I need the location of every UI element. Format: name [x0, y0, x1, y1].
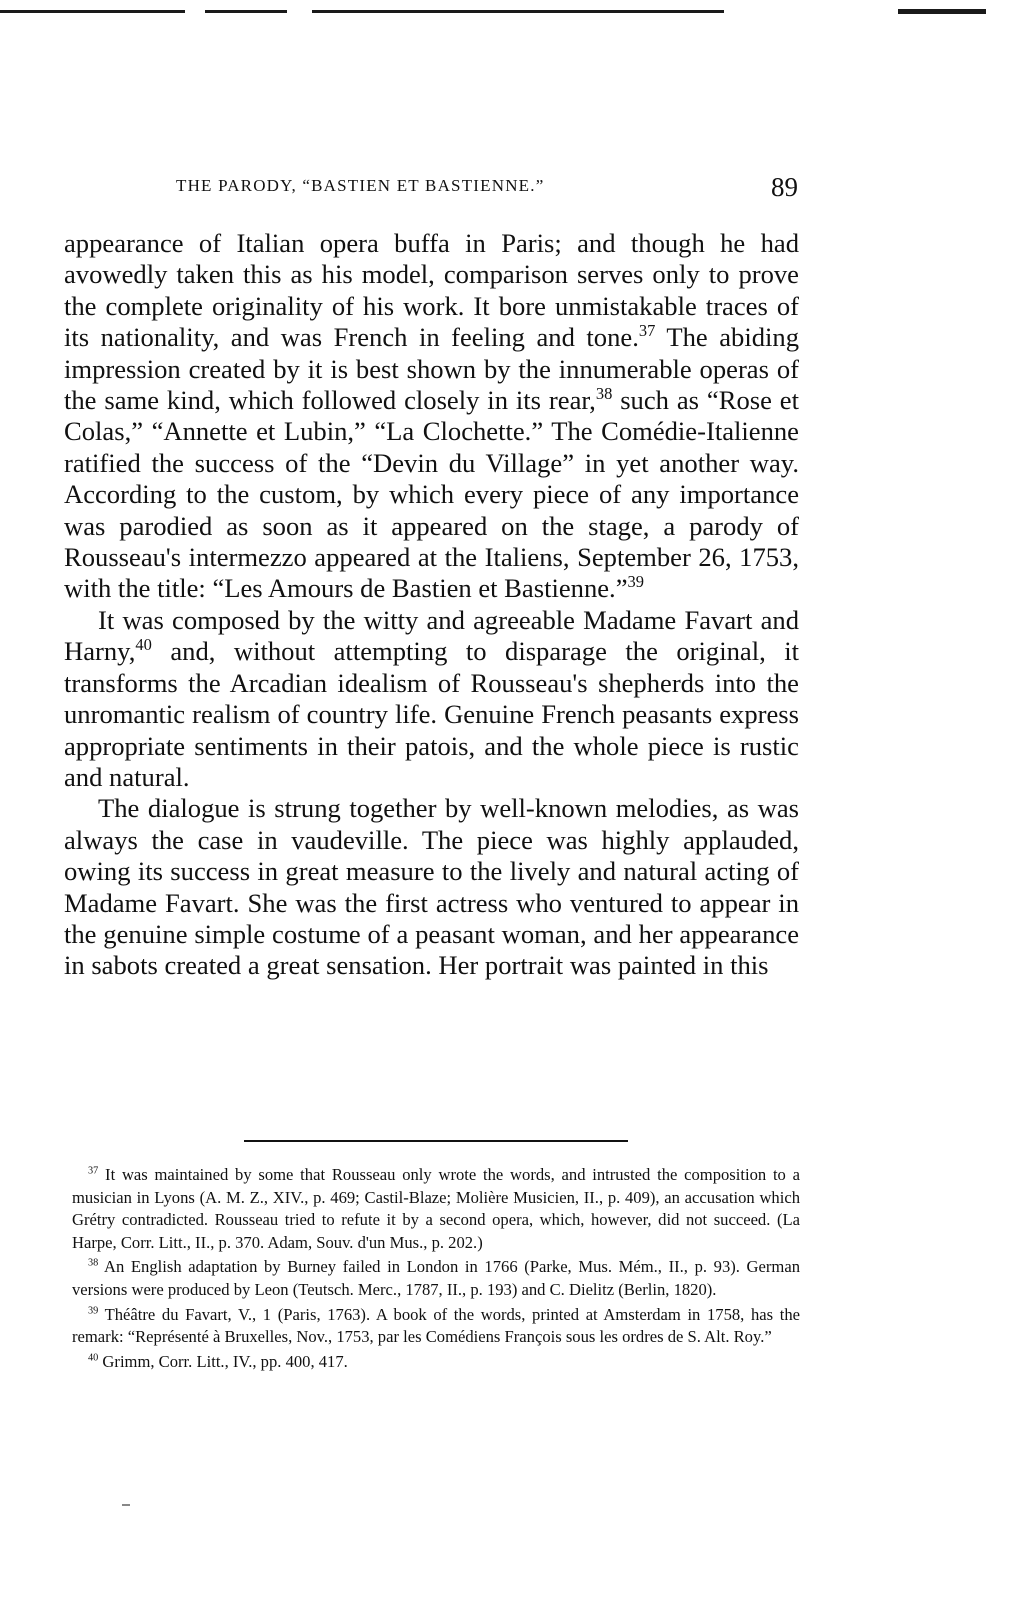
footnote-text: Grimm, Corr. Litt., IV., pp. 400, 417. — [98, 1351, 348, 1371]
scan-edge-line — [205, 10, 287, 13]
footnote-ref: 37 — [638, 321, 656, 341]
footnote — [72, 1304, 800, 1349]
paragraph — [64, 605, 799, 793]
body-text — [64, 228, 799, 982]
footnote-marker: 38 — [88, 1257, 99, 1269]
scan-speck — [122, 1504, 130, 1506]
footnote — [72, 1164, 800, 1254]
page-number: 89 — [771, 172, 798, 202]
footnote — [72, 1256, 800, 1301]
paragraph-text: appearance of Italian opera buffa in Paris; and though he had avowedly taken this as his model, comparison serves only to prove the complete originality of his work. It bore unmistakable traces of its nationality, and was French in feeling and tone. — [64, 228, 799, 353]
footnote-marker: 37 — [88, 1165, 99, 1177]
running-head: THE PARODY, “BASTIEN ET BASTIENNE.” — [176, 176, 545, 195]
scan-edge-line — [0, 10, 185, 13]
footnotes — [72, 1164, 800, 1375]
paragraph-text: and, without attempting to disparage the original, it transforms the Arcadian idealism of Rousseau's shepherds into the unromantic realism of country life. Genuine French peasants express appropriate sentiments in their patois, and the whole piece is rustic and natural. — [64, 636, 799, 792]
footnote — [72, 1351, 800, 1374]
paragraph-text: It was composed by the witty and agreeable Madame Favart and Harny, — [64, 604, 799, 667]
paragraph — [64, 228, 799, 605]
paragraph-text: such as “Rose et Colas,” “Annette et Lubin,” “La Clochette.” The Comédie-Italienne ratified the success of the “Devin du Village” in yet another way. According to the custom, by which every piece of any importance was parodied as soon as it appeared on the stage, a parody of Rousseau's intermezzo appeared at the Italiens, September 26, 1753, with the title: “Les Amours de Bastien et Bastienne.” — [64, 385, 799, 604]
footnote-text: Théâtre du Favart, V., 1 (Paris, 1763). A book of the words, printed at Amsterdam in 1758, has the remark: “Représenté à Bruxelles, Nov., 1753, par les Comédiens François sous les ordres de S. Alt. Roy.” — [72, 1304, 800, 1347]
footnote-marker: 40 — [88, 1352, 99, 1364]
footnote-divider — [244, 1140, 628, 1142]
footnote-ref: 38 — [595, 384, 613, 404]
paragraph-text: The abiding impression created by it is best shown by the innumerable operas of the same kind, which followed closely in its rear, — [64, 322, 799, 416]
scan-edge-line — [898, 9, 986, 14]
page-header — [176, 172, 798, 204]
footnote-ref: 39 — [627, 572, 644, 592]
paragraph: The dialogue is strung together by well-known melodies, as was always the case in vaudeville. The piece was highly applauded, owing its success in great measure to the lively and natural acting of Madame Favart. She was the first actress who ventured to appear in the genuine simple costume of a peasant woman, and her appearance in sabots created a great sensation. Her portrait was painted in this — [64, 793, 799, 981]
footnote-text: It was maintained by some that Rousseau only wrote the words, and intrusted the composition to a musician in Lyons (A. M. Z., XIV., p. 469; Castil-Blaze; Molière Musicien, II., p. 409), an accusation which Grétry contradicted. Rousseau tried to refute it by a second opera, which, however, did not succeed. (La Harpe, Corr. Litt., II., p. 370. Adam, Souv. d'un Mus., p. 202.) — [72, 1165, 800, 1252]
footnote-text: An English adaptation by Burney failed in London in 1766 (Parke, Mus. Mém., II., p. 93). German versions were produced by Leon (Teutsch. Merc., 1787, II., p. 193) and C. Dielitz (Berlin, 1820). — [72, 1257, 800, 1299]
scan-edge-line — [312, 10, 724, 13]
footnote-marker: 39 — [88, 1305, 99, 1317]
footnote-ref: 40 — [135, 635, 152, 655]
